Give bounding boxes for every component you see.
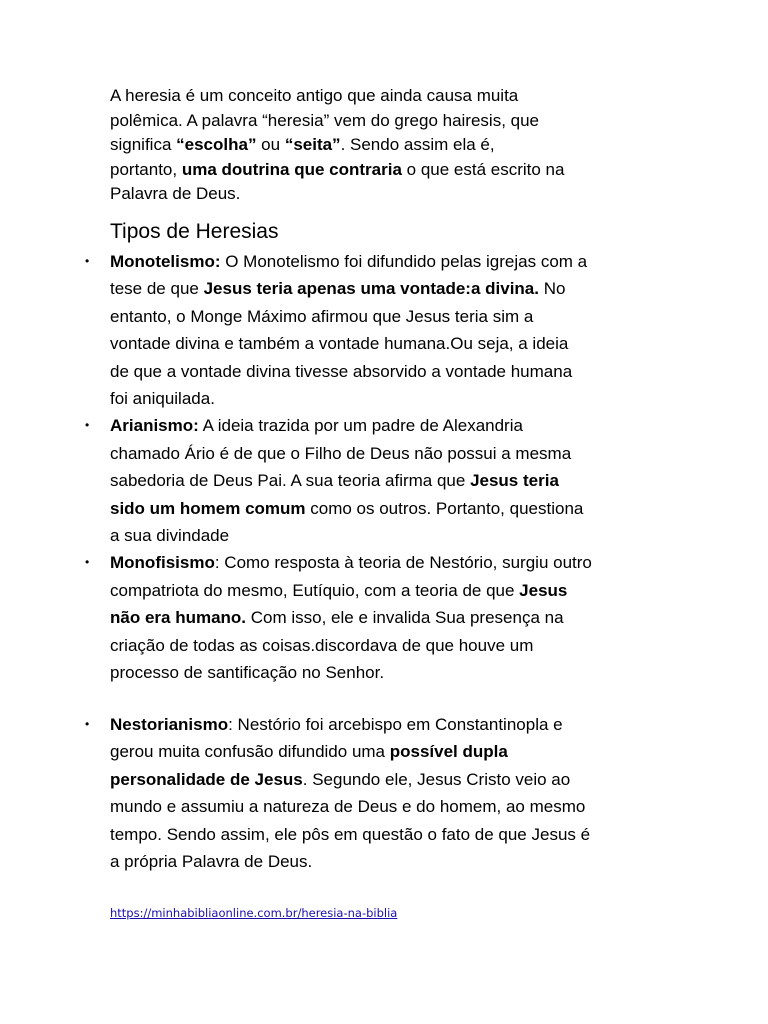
text-run: polêmica. A palavra “heresia” vem do grego hairesis, que <box>110 110 540 130</box>
bold-text: Jesus teria apenas uma vontade:a divina. <box>203 279 539 299</box>
bold-text: “seita” <box>284 135 341 154</box>
list-item-nestorianismo <box>85 711 680 875</box>
text-run: : Como resposta à teoria de Nestório, surgiu outro <box>214 553 592 573</box>
text-run: portanto, <box>110 159 182 179</box>
text-run: a sua divindade <box>110 526 230 546</box>
source-link[interactable]: https://minhabibliaonline.com.br/heresia-na-biblia <box>110 906 398 920</box>
intro-paragraph <box>110 84 670 207</box>
text-line <box>110 793 680 820</box>
heresy-list <box>85 248 680 687</box>
text-run: ou <box>256 135 285 154</box>
text-line <box>110 133 670 158</box>
text-line <box>110 766 680 793</box>
text-run: O Monotelismo foi difundido pelas igrejas com a <box>220 252 588 271</box>
text-line <box>110 821 680 848</box>
text-run: : Nestório foi arcebispo em Constantinopla e <box>228 715 563 734</box>
text-line <box>110 577 680 604</box>
text-run: . Sendo assim ela é, <box>340 135 495 154</box>
bold-text: sido um homem comum <box>110 498 306 518</box>
bullet-icon: • <box>85 717 90 731</box>
text-line <box>110 275 680 302</box>
text-line <box>110 604 680 631</box>
text-line <box>110 412 680 439</box>
text-line <box>110 440 680 467</box>
text-run: . Segundo ele, Jesus Cristo veio ao <box>302 769 571 789</box>
bold-text: possível dupla <box>389 742 508 762</box>
text-run: significa <box>110 135 177 154</box>
bullet-icon: • <box>85 418 90 433</box>
text-line <box>110 358 680 385</box>
text-run: entanto, o Monge Máximo afirmou que Jesus teria sim a <box>110 306 534 326</box>
bold-text: personalidade de Jesus <box>110 769 303 789</box>
bold-text: Jesus teria <box>470 471 559 491</box>
text-run: A heresia é um conceito antigo que ainda causa muita <box>110 86 519 105</box>
heresy-list-continued <box>85 711 680 875</box>
text-run: tempo. Sendo assim, ele pôs em questão o fato de que Jesus é <box>110 824 591 844</box>
text-run: A ideia trazida por um padre de Alexandria <box>198 416 523 436</box>
text-run: tese de que <box>110 279 204 299</box>
text-run: Palavra de Deus. <box>110 184 241 203</box>
text-run: como os outros. Portanto, questiona <box>305 498 584 518</box>
text-run: criação de todas as coisas.discordava de que houve um <box>110 635 534 655</box>
text-run: sabedoria de Deus Pai. A sua teoria afirma que <box>110 471 471 491</box>
list-item-monotelismo <box>85 248 680 412</box>
text-line <box>110 659 680 686</box>
text-run: Com isso, ele e invalida Sua presença na <box>246 608 564 628</box>
text-line <box>110 84 670 109</box>
text-line <box>110 495 680 522</box>
bold-text: uma doutrina que contraria <box>181 159 402 179</box>
text-run: No <box>539 279 566 299</box>
list-item-arianismo <box>85 412 680 549</box>
text-run: a própria Palavra de Deus. <box>110 852 313 872</box>
text-line <box>110 248 680 275</box>
text-run: foi aniquilada. <box>110 389 215 409</box>
text-run: processo de santificação no Senhor. <box>110 663 385 683</box>
text-run: gerou muita confusão difundido uma <box>110 742 390 762</box>
text-line <box>110 158 670 183</box>
text-run: chamado Ário é de que o Filho de Deus não possui a mesma <box>110 443 572 463</box>
text-run: mundo e assumiu a natureza de Deus e do homem, ao mesmo <box>110 797 586 817</box>
text-run: o que está escrito na <box>401 159 565 179</box>
bold-text: Arianismo: <box>110 416 199 436</box>
bullet-icon: • <box>85 254 90 268</box>
text-line <box>110 522 680 549</box>
text-line <box>110 549 680 576</box>
text-line <box>110 182 670 207</box>
bullet-icon: • <box>85 555 90 570</box>
bold-text: “escolha” <box>176 135 257 154</box>
text-line <box>110 711 680 738</box>
list-item-monofisismo <box>85 549 680 686</box>
text-run: vontade divina e também a vontade humana.Ou seja, a ideia <box>110 334 569 354</box>
text-line <box>110 330 680 357</box>
text-run: compatriota do mesmo, Eutíquio, com a teoria de que <box>110 580 520 600</box>
text-run: de que a vontade divina tivesse absorvido a vontade humana <box>110 361 573 381</box>
bold-text: Monofisismo <box>110 553 215 573</box>
bold-text: Jesus <box>519 580 568 600</box>
text-line <box>110 467 680 494</box>
text-line <box>110 109 670 134</box>
bold-text: não era humano. <box>110 608 247 628</box>
bold-text: Monotelismo: <box>110 252 221 271</box>
text-line <box>110 385 680 412</box>
text-line <box>110 303 680 330</box>
text-line <box>110 848 680 875</box>
section-heading: Tipos de Heresias <box>110 220 279 243</box>
bold-text: Nestorianismo <box>110 715 229 734</box>
text-line <box>110 632 680 659</box>
text-line <box>110 738 680 765</box>
